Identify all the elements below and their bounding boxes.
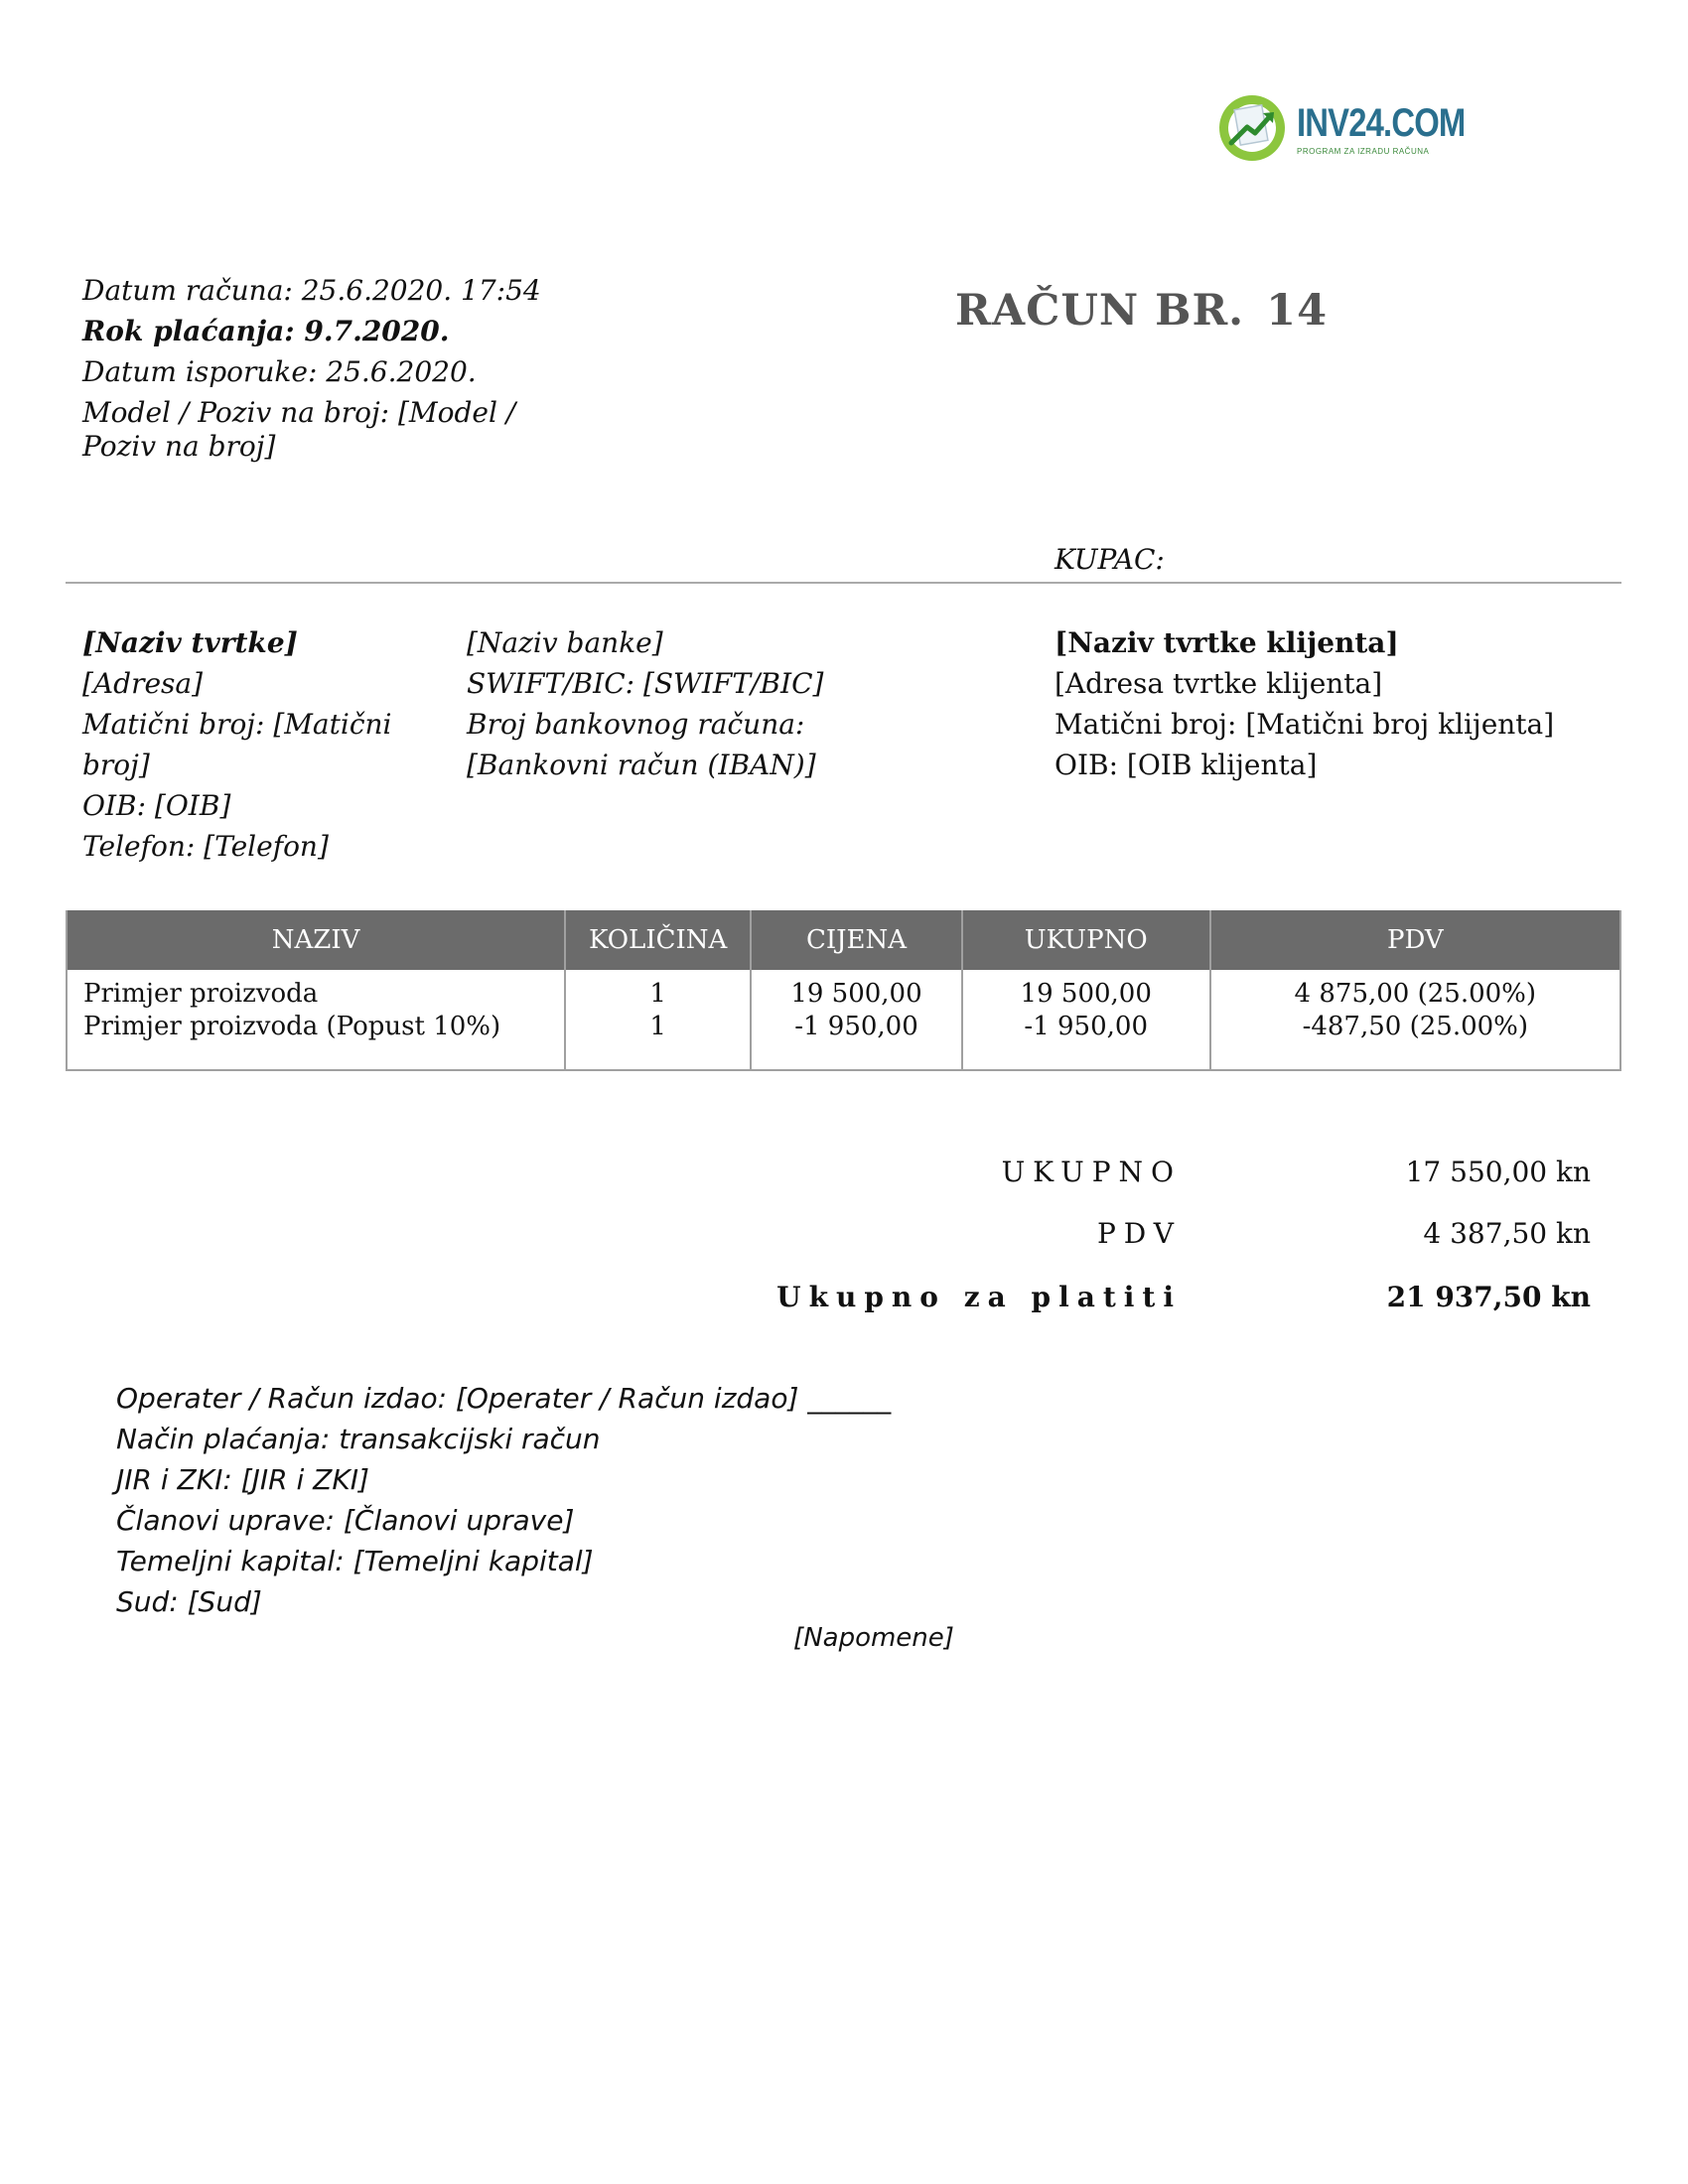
seller-oib: OIB: [OIB] xyxy=(82,789,231,822)
share-capital: Temeljni kapital: [Temeljni kapital] xyxy=(116,1545,594,1577)
item-name: Primjer proizvoda xyxy=(83,979,319,1009)
invoice-title xyxy=(955,286,1328,336)
bank-block xyxy=(467,622,933,785)
item-qty: 1 xyxy=(649,1012,666,1041)
vat-label: PDV xyxy=(1096,1217,1182,1250)
bank-name: [Naziv banke] xyxy=(467,626,663,659)
item-total: -1 950,00 xyxy=(1024,1012,1148,1041)
client-oib: OIB: [OIB klijenta] xyxy=(1055,749,1318,781)
col-header-name: NAZIV xyxy=(67,910,565,970)
seller-block xyxy=(82,622,450,867)
divider xyxy=(66,582,1621,584)
footer-info xyxy=(116,1378,891,1622)
col-header-qty: KOLIČINA xyxy=(565,910,751,970)
seller-phone: Telefon: [Telefon] xyxy=(82,830,329,863)
item-price: 19 500,00 xyxy=(790,979,922,1009)
col-header-total: UKUPNO xyxy=(962,910,1210,970)
delivery-date: Datum isporuke: 25.6.2020. xyxy=(82,355,477,388)
table-header-row xyxy=(67,910,1620,970)
item-price: -1 950,00 xyxy=(794,1012,918,1041)
invoice-date: Datum računa: 25.6.2020. 17:54 xyxy=(82,274,541,307)
bank-account: Broj bankovnog računa: [Bankovni račun (IBAN)] xyxy=(467,708,816,781)
bank-swift: SWIFT/BIC: [SWIFT/BIC] xyxy=(467,667,824,700)
table-row xyxy=(67,970,1620,1070)
item-vat: 4 875,00 (25.00%) xyxy=(1294,979,1537,1009)
payment-reference: Model / Poziv na broj: [Model / Poziv na broj] xyxy=(82,396,516,463)
subtotal-label: UKUPNO xyxy=(1001,1156,1182,1188)
item-qty: 1 xyxy=(649,979,666,1009)
jir-zki: JIR i ZKI: [JIR i ZKI] xyxy=(116,1463,369,1496)
item-total: 19 500,00 xyxy=(1020,979,1152,1009)
cell-total xyxy=(962,970,1210,1070)
cell-price xyxy=(751,970,962,1070)
items-table xyxy=(66,910,1621,1071)
client-reg-no: Matični broj: [Matični broj klijenta] xyxy=(1055,708,1555,741)
logo-tagline: PROGRAM ZA IZRADU RAČUNA xyxy=(1297,147,1430,156)
invoice-arrow-icon xyxy=(1217,93,1287,163)
vat-value: 4 387,50 kn xyxy=(1423,1217,1591,1250)
col-header-vat: PDV xyxy=(1210,910,1620,970)
due-date: Rok plaćanja: 9.7.2020. xyxy=(82,315,450,347)
seller-name: [Naziv tvrtke] xyxy=(82,626,298,659)
grand-total-value: 21 937,50 kn xyxy=(1386,1281,1591,1313)
client-block xyxy=(1055,622,1611,785)
grand-total-label: Ukupno za platiti xyxy=(776,1281,1182,1313)
cell-qty xyxy=(565,970,751,1070)
invoice-title-label: RAČUN BR. xyxy=(955,286,1245,336)
company-logo xyxy=(1217,91,1466,171)
item-name: Primjer proizvoda (Popust 10%) xyxy=(83,1012,501,1041)
seller-reg-no: Matični broj: [Matični broj] xyxy=(82,708,392,781)
client-name: [Naziv tvrtke klijenta] xyxy=(1055,626,1399,659)
cell-vat xyxy=(1210,970,1620,1070)
board-members: Članovi uprave: [Članovi uprave] xyxy=(116,1504,575,1537)
invoice-meta xyxy=(82,270,579,464)
seller-address: [Adresa] xyxy=(82,667,204,700)
operator-line: Operater / Račun izdao: [Operater / Račun izdao] ______ xyxy=(116,1382,892,1415)
client-address: [Adresa tvrtke klijenta] xyxy=(1055,667,1383,700)
item-vat: -487,50 (25.00%) xyxy=(1302,1012,1529,1041)
payment-method: Način plaćanja: transakcijski račun xyxy=(116,1423,601,1455)
subtotal-value: 17 550,00 kn xyxy=(1405,1156,1591,1188)
logo-name: INV24.COM xyxy=(1297,101,1466,145)
buyer-label: KUPAC: xyxy=(1055,543,1165,576)
notes: [Napomene] xyxy=(793,1623,954,1653)
cell-name xyxy=(67,970,565,1070)
col-header-price: CIJENA xyxy=(751,910,962,970)
invoice-number: 14 xyxy=(1266,286,1328,336)
court: Sud: [Sud] xyxy=(116,1585,262,1618)
